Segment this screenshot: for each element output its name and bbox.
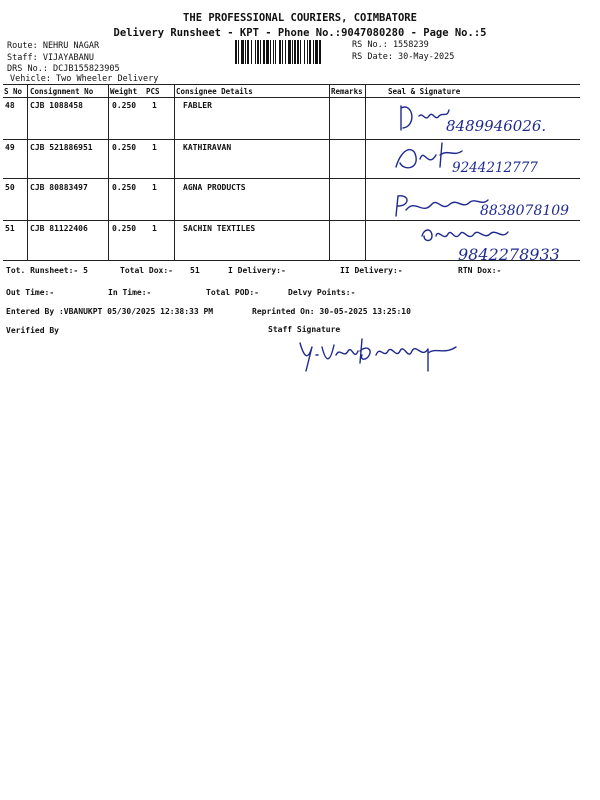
table-cell-consignee: SACHIN TEXTILES [183, 224, 256, 233]
barcode-bar [313, 40, 314, 64]
verified-by: Verified By [6, 326, 59, 335]
handwritten-phone [446, 113, 566, 141]
table-header-border [3, 97, 580, 98]
table-cell-pcs: 1 [152, 143, 157, 152]
table-cell-pcs: 1 [152, 224, 157, 233]
i-delivery: I Delivery:- [228, 266, 286, 275]
col-header-seal-signature: Seal & Signature [388, 87, 461, 96]
table-cell-sno: 48 [5, 101, 15, 110]
barcode-bar [257, 40, 259, 64]
barcode-bar [285, 40, 286, 64]
table-cell-consignment: CJB 81122406 [30, 224, 88, 233]
staff-handwritten-signature [296, 333, 466, 377]
total-dox-value: 51 [190, 266, 200, 275]
barcode-bar [292, 40, 293, 64]
company-title: THE PROFESSIONAL COURIERS, COIMBATORE [183, 12, 417, 24]
col-header-weight: Weight [110, 87, 138, 96]
barcode-bar [309, 40, 311, 64]
barcode-bar [247, 40, 249, 64]
barcode-bar [288, 40, 291, 64]
barcode-bar [315, 40, 318, 64]
barcode-bar [300, 40, 301, 64]
delvy-points: Delvy Points:- [288, 288, 356, 297]
table-cell-weight: 0.250 [112, 101, 137, 110]
barcode-bar [241, 40, 244, 64]
barcode-bar [294, 40, 296, 64]
barcode-bar [251, 40, 252, 64]
total-dox-label: Total Dox:- [120, 266, 173, 275]
in-time: In Time:- [108, 288, 152, 297]
column-divider [27, 84, 28, 260]
col-header-consignment: Consignment No [30, 87, 94, 96]
table-cell-sno: 49 [5, 143, 15, 152]
barcode-graphic [235, 40, 345, 64]
column-divider [365, 84, 366, 260]
staff-signature-label: Staff Signature [268, 325, 341, 334]
col-header-consignee: Consignee Details [176, 87, 253, 96]
column-divider [174, 84, 175, 260]
svg-text:9244212777: 9244212777 [452, 160, 538, 176]
barcode-bar [245, 40, 246, 64]
table-cell-weight: 0.250 [112, 143, 137, 152]
table-cell-consignee: AGNA PRODUCTS [183, 183, 246, 192]
table-cell-consignee: FABLER [183, 101, 212, 110]
tot-runsheet: Tot. Runsheet:- 5 [6, 266, 88, 275]
barcode-bar [273, 40, 274, 64]
table-cell-weight: 0.250 [112, 183, 137, 192]
vehicle-label: Vehicle: Two Wheeler Delivery [10, 74, 159, 84]
barcode-bar [235, 40, 237, 64]
svg-text:9842278933: 9842278933 [458, 245, 560, 264]
col-header-sno: S No [4, 87, 23, 96]
table-cell-consignment: CJB 1088458 [30, 101, 83, 110]
drs-number: DRS No.: DCJB155823905 [7, 64, 120, 74]
rs-date: RS Date: 30-May-2025 [352, 52, 455, 62]
barcode-bar [238, 40, 239, 64]
svg-text:8838078109: 8838078109 [480, 203, 570, 219]
svg-text:8489946026.: 8489946026. [446, 117, 547, 135]
table-cell-consignment: CJB 521886951 [30, 143, 93, 152]
total-pod: Total POD:- [206, 288, 259, 297]
barcode-image [235, 40, 345, 64]
rtn-dox: RTN Dox:- [458, 266, 502, 275]
column-divider [329, 84, 330, 260]
col-header-pcs: PCS [146, 87, 160, 96]
table-cell-pcs: 1 [152, 101, 157, 110]
table-cell-sno: 50 [5, 183, 15, 192]
handwritten-signature [392, 190, 492, 224]
runsheet-subtitle: Delivery Runsheet - KPT - Phone No.:9047080280 - Page No.:5 [113, 27, 487, 39]
barcode-bar [275, 40, 276, 64]
barcode-bar [270, 40, 271, 64]
barcode-bar [319, 40, 321, 64]
entered-by: Entered By :VBANUKPT 05/30/2025 12:38:33 PM [6, 307, 214, 316]
staff-label: Staff: VIJAYABANU [7, 53, 94, 63]
handwritten-phone [452, 156, 562, 182]
table-cell-consignment: CJB 80883497 [30, 183, 88, 192]
table-cell-pcs: 1 [152, 183, 157, 192]
ii-delivery: II Delivery:- [340, 266, 403, 275]
barcode-bar [263, 40, 265, 64]
barcode-bar [279, 40, 281, 64]
barcode-bar [282, 40, 283, 64]
table-cell-sno: 51 [5, 224, 15, 233]
rs-number: RS No.: 1558239 [352, 40, 429, 50]
barcode-bar [307, 40, 308, 64]
barcode-bar [255, 40, 256, 64]
barcode-bar [266, 40, 269, 64]
barcode-bar [297, 40, 299, 64]
table-top-border [3, 84, 580, 85]
col-header-remarks: Remarks [331, 87, 363, 96]
column-divider [108, 84, 109, 260]
barcode-bar [260, 40, 261, 64]
barcode-bar [304, 40, 305, 64]
out-time: Out Time:- [6, 288, 55, 297]
table-cell-weight: 0.250 [112, 224, 137, 233]
reprinted-on: Reprinted On: 30-05-2025 13:25:10 [252, 307, 411, 316]
table-cell-consignee: KATHIRAVAN [183, 143, 232, 152]
route-label: Route: NEHRU NAGAR [7, 41, 100, 51]
